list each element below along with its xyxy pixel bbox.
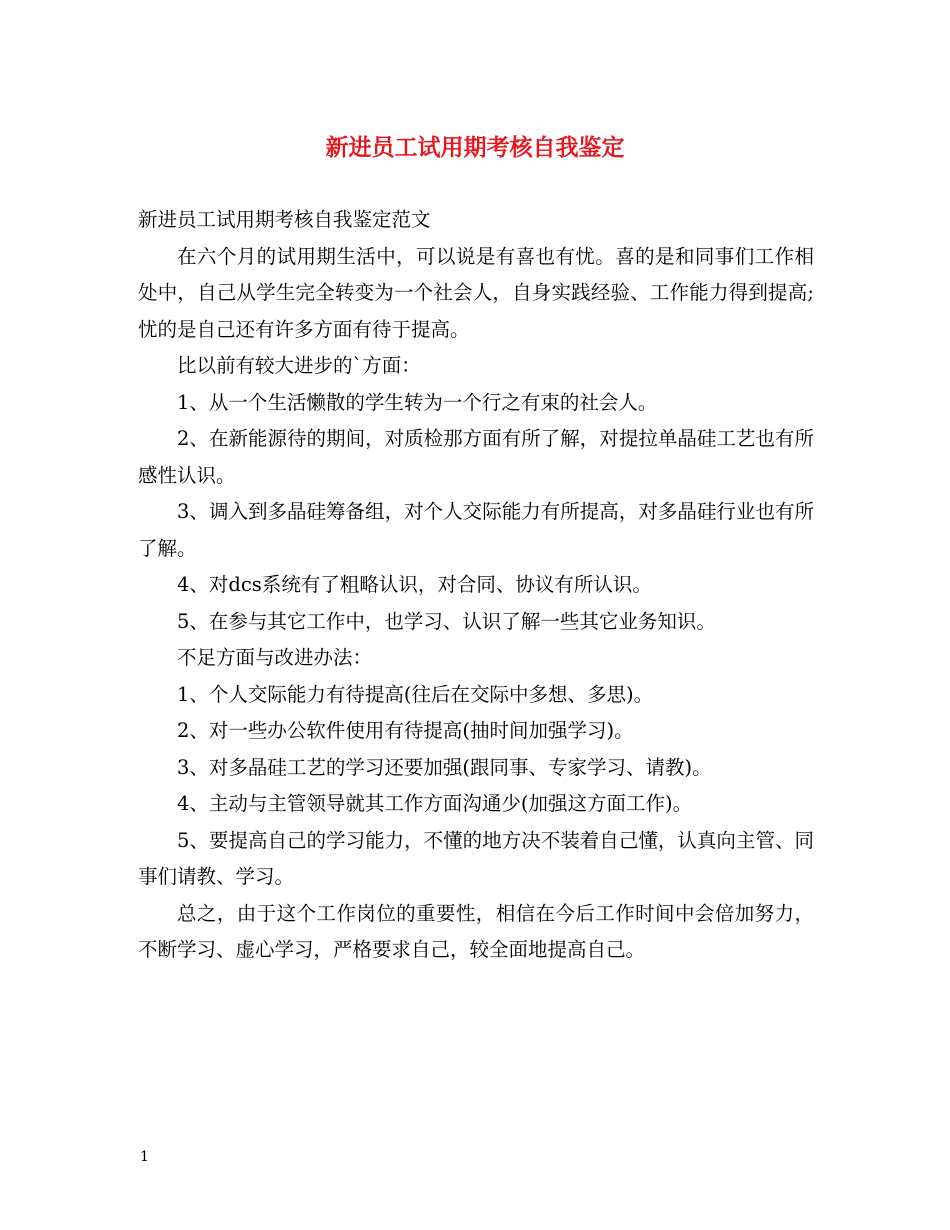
conclusion-paragraph: 总之，由于这个工作岗位的重要性，相信在今后工作时间中会倍加努力，不断学习、虚心学习，严格要求自己，较全面地提高自己。 <box>138 901 814 961</box>
document-title: 新进员工试用期考核自我鉴定 <box>325 134 625 161</box>
improvement-item-5: 5、要提高自己的学习能力，不懂的地方决不装着自己懂，认真向主管、同事们请教、学习。 <box>138 828 814 888</box>
improvement-item-2: 2、对一些办公软件使用有待提高(抽时间加强学习)。 <box>177 719 634 742</box>
progress-item-5: 5、在参与其它工作中，也学习、认识了解一些其它业务知识。 <box>177 609 716 633</box>
progress-item-4: 4、对dcs系统有了粗略认识，对合同、协议有所认识。 <box>177 573 652 596</box>
subtitle-paragraph: 新进员工试用期考核自我鉴定范文 <box>138 208 431 231</box>
improvement-heading: 不足方面与改进办法： <box>177 646 373 669</box>
improvement-item-1: 1、个人交际能力有待提高(往后在交际中多想、多思)。 <box>177 682 654 706</box>
progress-item-2: 2、在新能源待的期间，对质检那方面有所了解，对提拉单晶硅工艺也有所感性认识。 <box>138 427 814 487</box>
intro-paragraph: 在六个月的试用期生活中，可以说是有喜也有忧。喜的是和同事们工作相处中，自己从学生完全转变为一个社会人，自身实践经验、工作能力得到提高;忧的是自己还有许多方面有待于提高。 <box>138 244 814 341</box>
page-number: 1 <box>140 1149 149 1165</box>
improvement-item-3: 3、对多晶硅工艺的学习还要加强(跟同事、专家学习、请教)。 <box>177 755 712 779</box>
progress-item-1: 1、从一个生活懒散的学生转为一个行之有束的社会人。 <box>177 390 658 414</box>
improvement-item-4: 4、主动与主管领导就其工作方面沟通少(加强这方面工作)。 <box>177 792 693 815</box>
progress-heading: 比以前有较大进步的`方面： <box>177 354 421 377</box>
document-body <box>138 202 814 969</box>
progress-item-3: 3、调入到多晶硅筹备组，对个人交际能力有所提高，对多晶硅行业也有所了解。 <box>138 500 814 560</box>
